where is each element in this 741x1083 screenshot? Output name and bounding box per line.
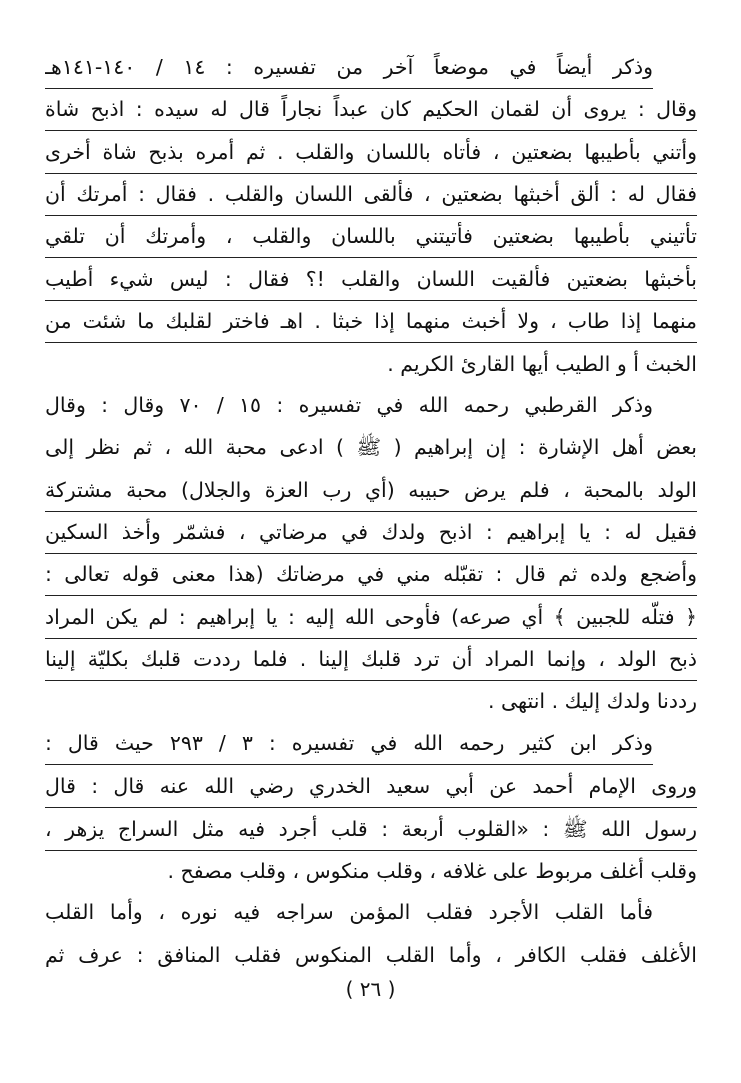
text-line: ﴿ فتلّه للجبين ﴾ أي صرعه) فأوحى الله إليه : يا إبراهيم : لم يكن المراد [45, 596, 697, 639]
text-line: الخبث أ و الطيب أيها القارئ الكريم . [387, 352, 697, 376]
text-line: وأضجع ولده ثم قال : تقبّله مني في مرضاتك (هذا معنى قوله تعالى : [45, 553, 697, 596]
text-line: رددنا ولدك إليك . انتهى . [487, 689, 697, 713]
text-line: وذكر أيضاً في موضعاً آخر من تفسيره : ١٤ / ١٤٠-١٤١هـ [45, 46, 653, 89]
text-line: تأتيني بأطيبها بضعتين فأتيتني باللسان والقلب ، وأمرتك أن تلقي [45, 215, 697, 258]
text-line: فقال له : ألق أخبثها بضعتين ، فألقى اللسان والقلب . فقال : أمرتك أن [45, 173, 697, 216]
text-line: فقيل له : يا إبراهيم : اذبح ولدك في مرضاتي ، فشمّر وأخذ السكين [45, 511, 697, 554]
text-line: رسول الله ﷺ : «القلوب أربعة : قلب أجرد فيه مثل السراج يزهر ، [45, 808, 697, 851]
text-line: وأتني بأطيبها بضعتين ، فأتاه باللسان والقلب . ثم أمره بذبح شاة أخرى [45, 131, 697, 174]
page-number: ( ٢٦ ) [345, 977, 396, 1001]
text-line: بأخبثها بضعتين فألقيت اللسان والقلب !؟ فقال : ليس شيء أطيب [45, 258, 697, 301]
text-line: فأما القلب الأجرد فقلب المؤمن سراجه فيه نوره ، وأما القلب [45, 900, 653, 924]
text-line: وروى الإمام أحمد عن أبي سعيد الخدري رضي الله عنه قال : قال [45, 765, 697, 808]
text-line: وقال : يروى أن لقمان الحكيم كان عبداً نجاراً قال له سيده : اذبح شاة [45, 88, 697, 131]
text-line: الأغلف فقلب الكافر ، وأما القلب المنكوس فقلب المنافق : عرف ثم [45, 943, 697, 967]
text-line: بعض أهل الإشارة : إن إبراهيم ( ﷺ ) ادعى محبة الله ، ثم نظر إلى [45, 435, 697, 459]
text-line: وذكر القرطبي رحمه الله في تفسيره : ١٥ / ٧٠ وقال : وقال [45, 393, 653, 417]
text-line: وقلب أغلف مربوط على غلافه ، وقلب منكوس ، وقلب مصفح . [167, 859, 697, 883]
text-line: ذبح الولد ، وإنما المراد أن ترد قلبك إلينا . فلما رددت قلبك بكليّة إلينا [45, 638, 697, 681]
text-line: منهما إذا طاب ، ولا أخبث منهما إذا خبثا . اهـ فاختر لقلبك ما شئت من [45, 300, 697, 343]
text-line: وذكر ابن كثير رحمه الله في تفسيره : ٣ / ٢٩٣ حيث قال : [45, 722, 653, 765]
text-line: الولد بالمحبة ، فلم يرض حبيبه (أي رب العزة والجلال) محبة مشتركة [45, 469, 697, 512]
